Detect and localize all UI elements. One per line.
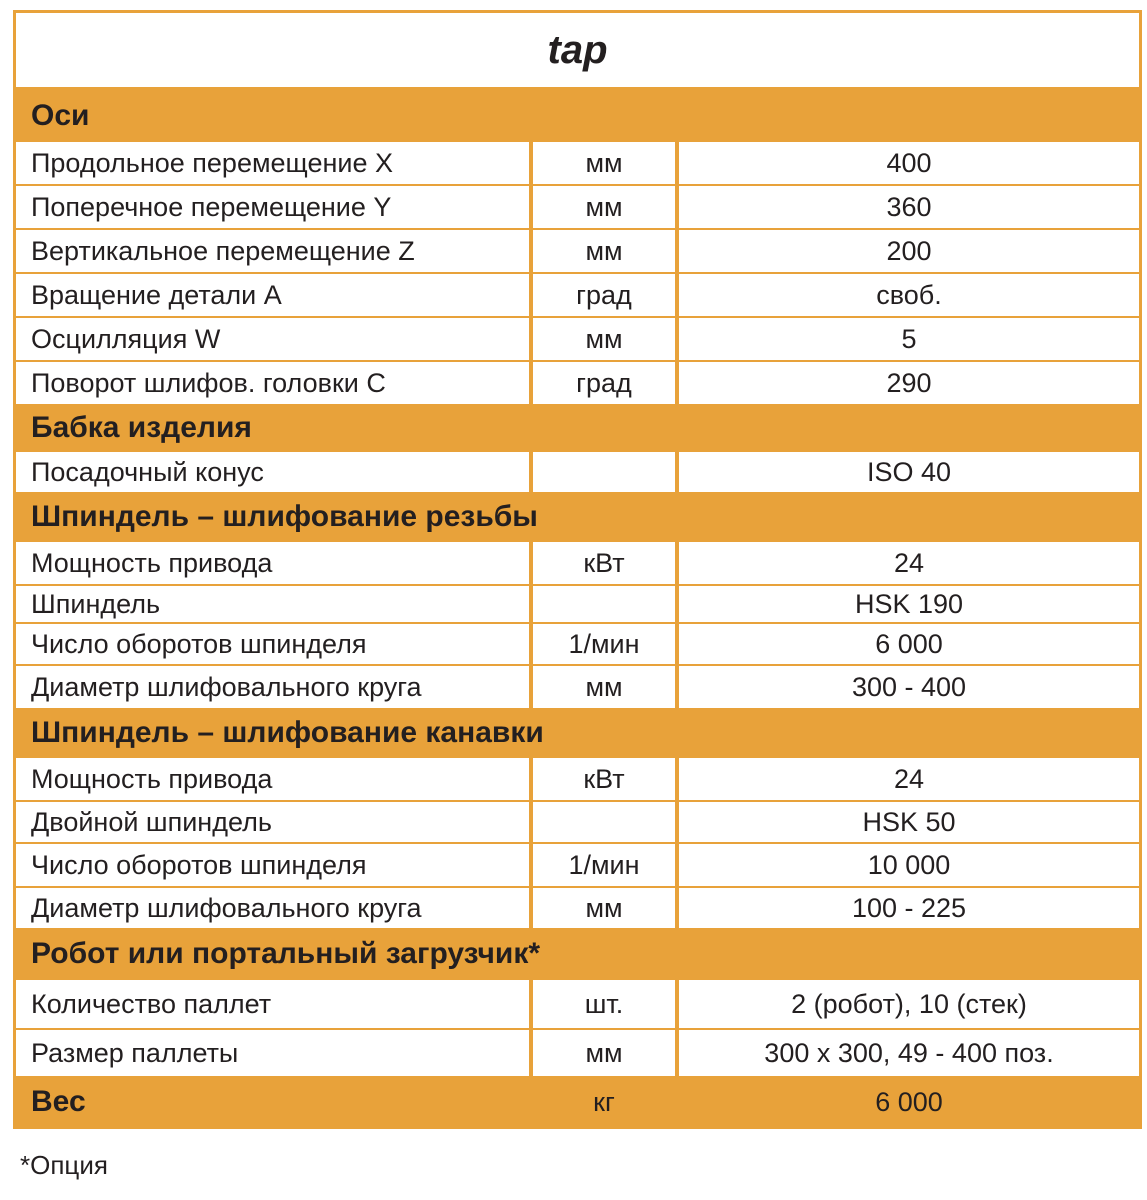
param-name: Посадочный конус bbox=[16, 452, 529, 492]
param-value: 200 bbox=[679, 230, 1139, 272]
table-row bbox=[16, 800, 1139, 842]
param-value: ISO 40 bbox=[679, 452, 1139, 492]
param-value: 300 - 400 bbox=[679, 666, 1139, 708]
table-row bbox=[16, 584, 1139, 622]
param-name: Шпиндель bbox=[16, 586, 529, 622]
param-unit: мм bbox=[533, 888, 675, 928]
table-row bbox=[16, 842, 1139, 886]
section-header-axes: Оси bbox=[16, 90, 1139, 142]
param-unit: град bbox=[533, 274, 675, 316]
weight-value: 6 000 bbox=[679, 1078, 1139, 1126]
param-value: 2 (робот), 10 (стек) bbox=[679, 980, 1139, 1028]
param-unit: мм bbox=[533, 318, 675, 360]
spec-table bbox=[13, 10, 1142, 1129]
param-name: Число оборотов шпинделя bbox=[16, 844, 529, 886]
param-value: 100 - 225 bbox=[679, 888, 1139, 928]
weight-label: Вес bbox=[16, 1078, 529, 1126]
table-title: tap bbox=[16, 13, 1139, 90]
param-unit bbox=[533, 802, 675, 842]
param-unit: град bbox=[533, 362, 675, 404]
param-value: 290 bbox=[679, 362, 1139, 404]
table-row bbox=[16, 980, 1139, 1028]
section-header-workhead: Бабка изделия bbox=[16, 404, 1139, 452]
param-name: Продольное перемещение X bbox=[16, 142, 529, 184]
param-value: HSK 190 bbox=[679, 586, 1139, 622]
param-value: 400 bbox=[679, 142, 1139, 184]
param-unit: 1/мин bbox=[533, 844, 675, 886]
param-unit bbox=[533, 586, 675, 622]
param-name: Размер паллеты bbox=[16, 1030, 529, 1076]
table-row bbox=[16, 360, 1139, 404]
table-row bbox=[16, 272, 1139, 316]
param-value: HSK 50 bbox=[679, 802, 1139, 842]
param-value: 300 х 300, 49 - 400 поз. bbox=[679, 1030, 1139, 1076]
table-row bbox=[16, 886, 1139, 928]
param-unit bbox=[533, 452, 675, 492]
param-unit: мм bbox=[533, 1030, 675, 1076]
param-name: Диаметр шлифовального круга bbox=[16, 888, 529, 928]
table-row bbox=[16, 664, 1139, 708]
table-row bbox=[16, 1028, 1139, 1076]
param-name: Двойной шпиндель bbox=[16, 802, 529, 842]
param-value: 5 bbox=[679, 318, 1139, 360]
param-name: Осцилляция W bbox=[16, 318, 529, 360]
param-name: Диаметр шлифовального круга bbox=[16, 666, 529, 708]
table-row bbox=[16, 622, 1139, 664]
param-name: Поворот шлифов. головки С bbox=[16, 362, 529, 404]
param-name: Вертикальное перемещение Z bbox=[16, 230, 529, 272]
param-unit: кВт bbox=[533, 542, 675, 584]
footnote: *Опция bbox=[20, 1150, 108, 1180]
param-value: своб. bbox=[679, 274, 1139, 316]
weight-unit: кг bbox=[533, 1078, 675, 1126]
param-unit: мм bbox=[533, 142, 675, 184]
weight-row bbox=[16, 1076, 1139, 1126]
param-name: Поперечное перемещение Y bbox=[16, 186, 529, 228]
param-unit: шт. bbox=[533, 980, 675, 1028]
param-name: Мощность привода bbox=[16, 542, 529, 584]
param-name: Число оборотов шпинделя bbox=[16, 624, 529, 664]
table-row bbox=[16, 228, 1139, 272]
param-value: 6 000 bbox=[679, 624, 1139, 664]
param-name: Вращение детали А bbox=[16, 274, 529, 316]
table-row bbox=[16, 542, 1139, 584]
table-row bbox=[16, 452, 1139, 492]
param-unit: мм bbox=[533, 666, 675, 708]
param-name: Мощность привода bbox=[16, 758, 529, 800]
table-row bbox=[16, 316, 1139, 360]
param-name: Количество паллет bbox=[16, 980, 529, 1028]
param-value: 24 bbox=[679, 758, 1139, 800]
param-unit: кВт bbox=[533, 758, 675, 800]
table-row bbox=[16, 184, 1139, 228]
param-value: 10 000 bbox=[679, 844, 1139, 886]
table-row bbox=[16, 758, 1139, 800]
section-header-thread-spindle: Шпиндель – шлифование резьбы bbox=[16, 492, 1139, 542]
param-unit: мм bbox=[533, 230, 675, 272]
param-value: 360 bbox=[679, 186, 1139, 228]
param-value: 24 bbox=[679, 542, 1139, 584]
table-row bbox=[16, 142, 1139, 184]
param-unit: мм bbox=[533, 186, 675, 228]
section-header-loader: Робот или портальный загрузчик* bbox=[16, 928, 1139, 980]
section-header-flute-spindle: Шпиндель – шлифование канавки bbox=[16, 708, 1139, 758]
param-unit: 1/мин bbox=[533, 624, 675, 664]
